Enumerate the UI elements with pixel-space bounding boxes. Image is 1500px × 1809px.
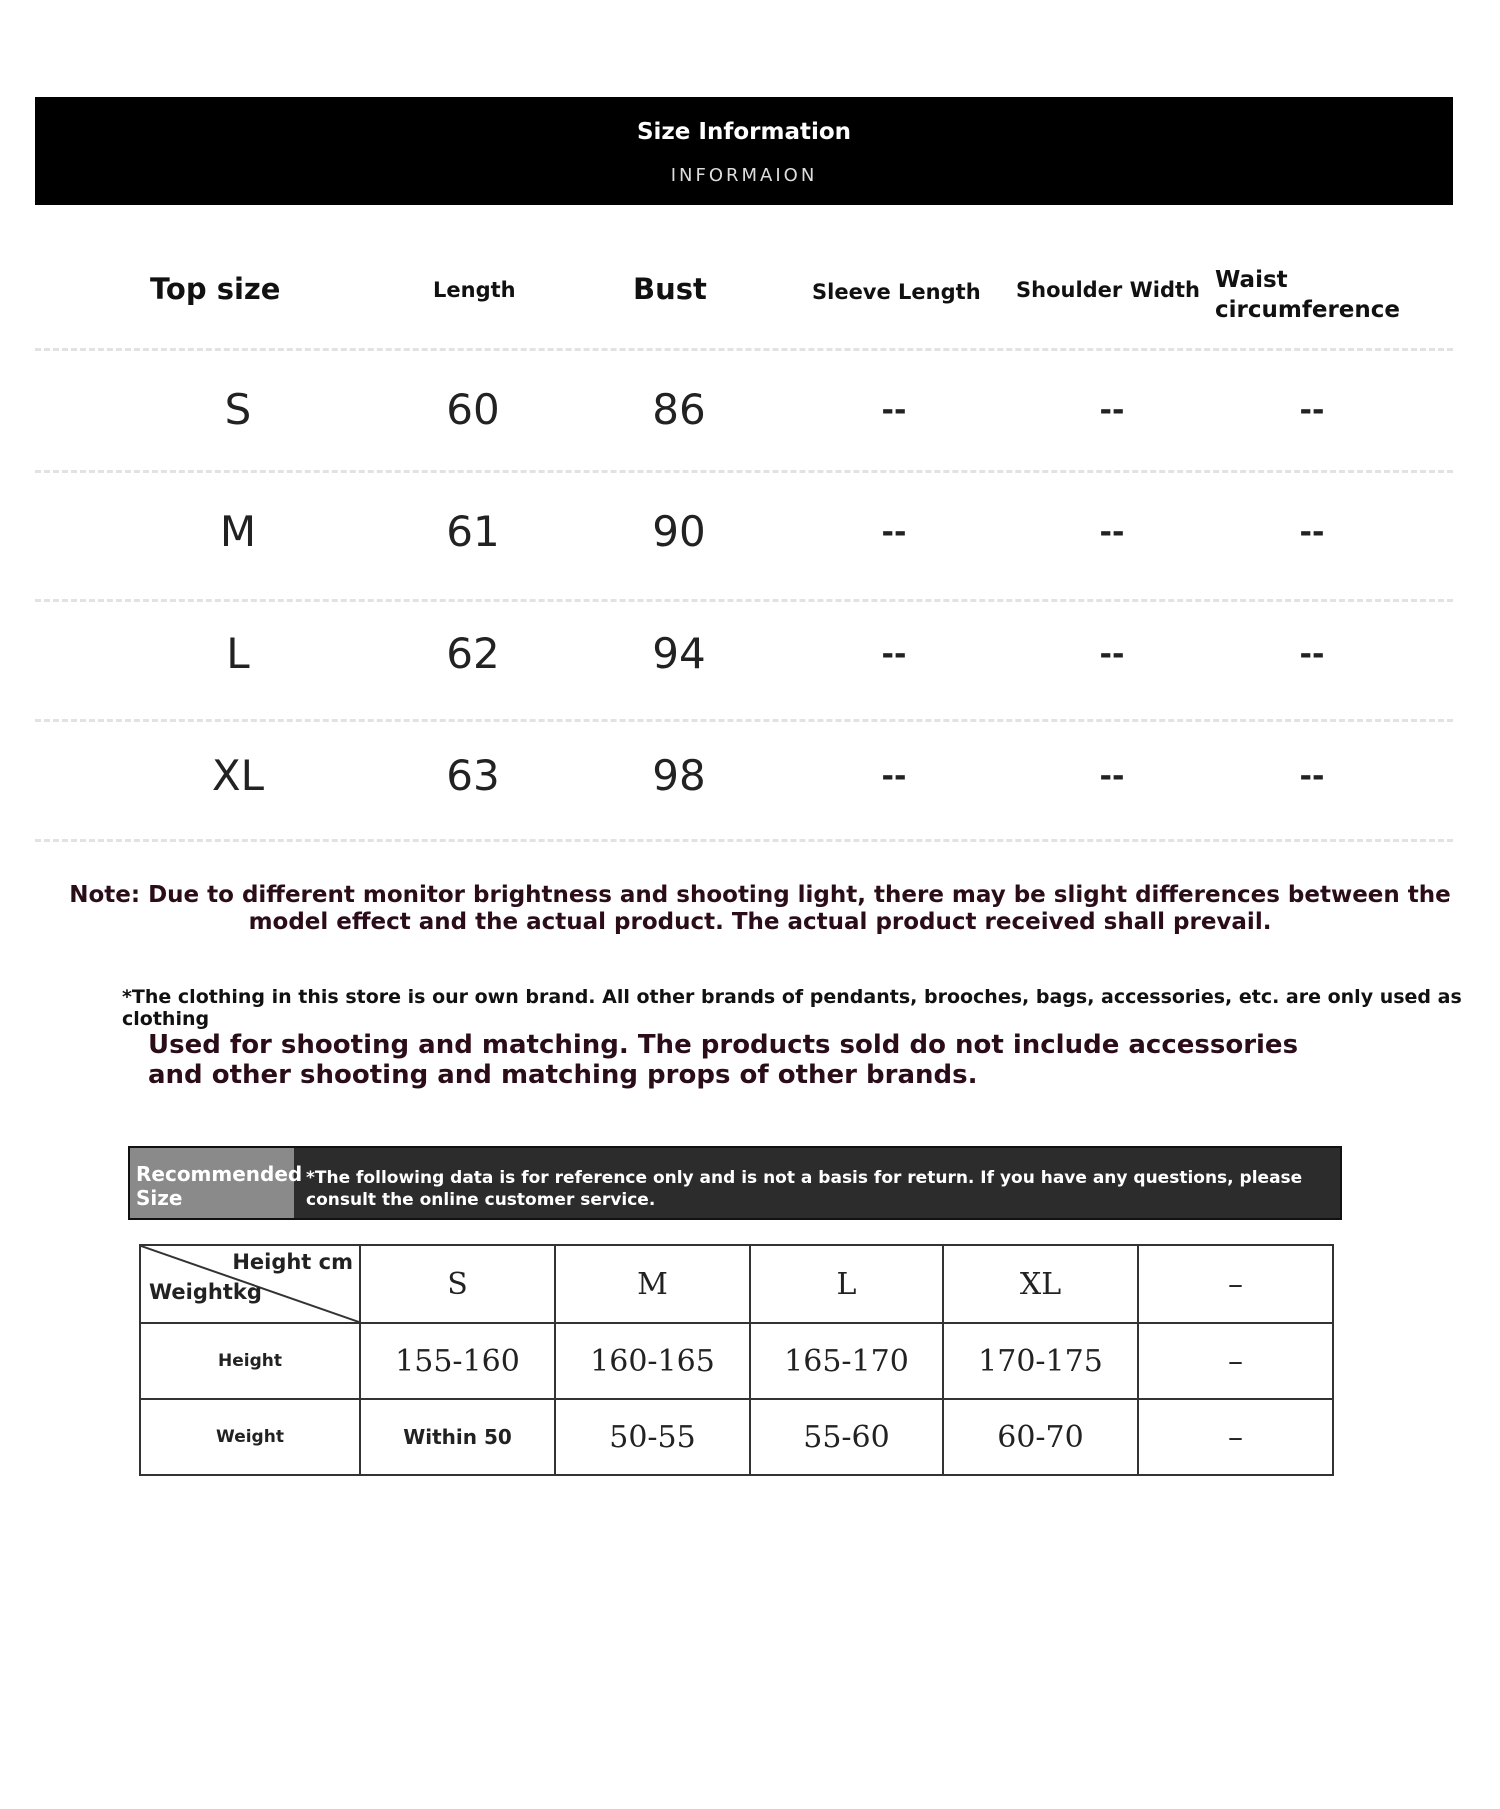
bust-cell: 90 <box>652 507 706 556</box>
bust-cell: 86 <box>652 385 706 434</box>
banner-subtitle: INFORMAION <box>670 165 818 186</box>
height-value-cell: 155-160 <box>360 1323 555 1399</box>
row-label-weight: Weight <box>140 1399 360 1475</box>
bust-cell: 98 <box>652 751 706 800</box>
length-cell: 60 <box>446 385 500 434</box>
height-value-cell: – <box>1138 1323 1333 1399</box>
row-divider <box>35 348 1453 351</box>
size-header-cell: S <box>360 1245 555 1323</box>
height-value-cell: 160-165 <box>555 1323 750 1399</box>
row-label-height: Height <box>140 1323 360 1399</box>
shoulder-cell: -- <box>1099 515 1125 550</box>
corner-cell <box>140 1245 360 1323</box>
table-row <box>140 1245 1333 1323</box>
recommended-disclaimer: *The following data is for reference only and is not a basis for return. If you have any questions, please consult the online customer service. <box>306 1168 1303 1210</box>
table-row <box>140 1323 1333 1399</box>
corner-weight-label: Weightkg <box>149 1280 262 1304</box>
recommended-size-label: Recommended Size <box>130 1148 294 1218</box>
row-divider <box>35 719 1453 722</box>
header-shoulder-width: Shoulder Width <box>1016 278 1200 302</box>
height-value-cell: 170-175 <box>943 1323 1138 1399</box>
row-divider <box>35 599 1453 602</box>
size-cell: L <box>226 629 250 678</box>
weight-value-cell: 55-60 <box>750 1399 943 1475</box>
size-cell: M <box>219 507 257 556</box>
header-top-size: Top size <box>150 272 281 306</box>
waist-cell: -- <box>1299 759 1325 794</box>
length-cell: 61 <box>446 507 500 556</box>
brand-notice-line-2: Used for shooting and matching. The products sold do not include accessories and other shooting and matching props of other brands. <box>148 1030 1299 1090</box>
size-header-cell: XL <box>943 1245 1138 1323</box>
sleeve-cell: -- <box>881 515 907 550</box>
sleeve-cell: -- <box>881 759 907 794</box>
sleeve-cell: -- <box>881 637 907 672</box>
size-header-cell: – <box>1138 1245 1333 1323</box>
recommended-size-table <box>139 1244 1334 1476</box>
size-cell: XL <box>211 751 265 800</box>
header-bust: Bust <box>633 272 707 306</box>
weight-value-cell: Within 50 <box>360 1399 555 1475</box>
size-information-banner <box>35 97 1453 205</box>
shoulder-cell: -- <box>1099 637 1125 672</box>
size-cell: S <box>224 385 252 434</box>
sleeve-cell: -- <box>881 393 907 428</box>
banner-title: Size Information <box>636 119 852 145</box>
size-header-cell: L <box>750 1245 943 1323</box>
header-waist-circumference: Waist circumference <box>1215 267 1400 323</box>
recommended-size-bar <box>128 1146 1342 1220</box>
size-header-cell: M <box>555 1245 750 1323</box>
length-cell: 62 <box>446 629 500 678</box>
header-length: Length <box>433 278 516 302</box>
row-divider <box>35 470 1453 473</box>
monitor-note: Note: Due to different monitor brightness and shooting light, there may be slight differences between the model effect and the actual product. The actual product received shall prevail. <box>69 882 1451 935</box>
brand-notice-line-1: *The clothing in this store is our own brand. All other brands of pendants, brooches, bags, accessories, etc. are only used as clothing <box>122 986 1462 1030</box>
row-divider <box>35 839 1453 842</box>
shoulder-cell: -- <box>1099 393 1125 428</box>
waist-cell: -- <box>1299 515 1325 550</box>
length-cell: 63 <box>446 751 500 800</box>
waist-cell: -- <box>1299 637 1325 672</box>
waist-cell: -- <box>1299 393 1325 428</box>
corner-height-label: Height cm <box>232 1250 353 1274</box>
header-sleeve-length: Sleeve Length <box>812 280 981 304</box>
bust-cell: 94 <box>652 629 706 678</box>
height-value-cell: 165-170 <box>750 1323 943 1399</box>
shoulder-cell: -- <box>1099 759 1125 794</box>
weight-value-cell: – <box>1138 1399 1333 1475</box>
weight-value-cell: 60-70 <box>943 1399 1138 1475</box>
weight-value-cell: 50-55 <box>555 1399 750 1475</box>
table-row <box>140 1399 1333 1475</box>
